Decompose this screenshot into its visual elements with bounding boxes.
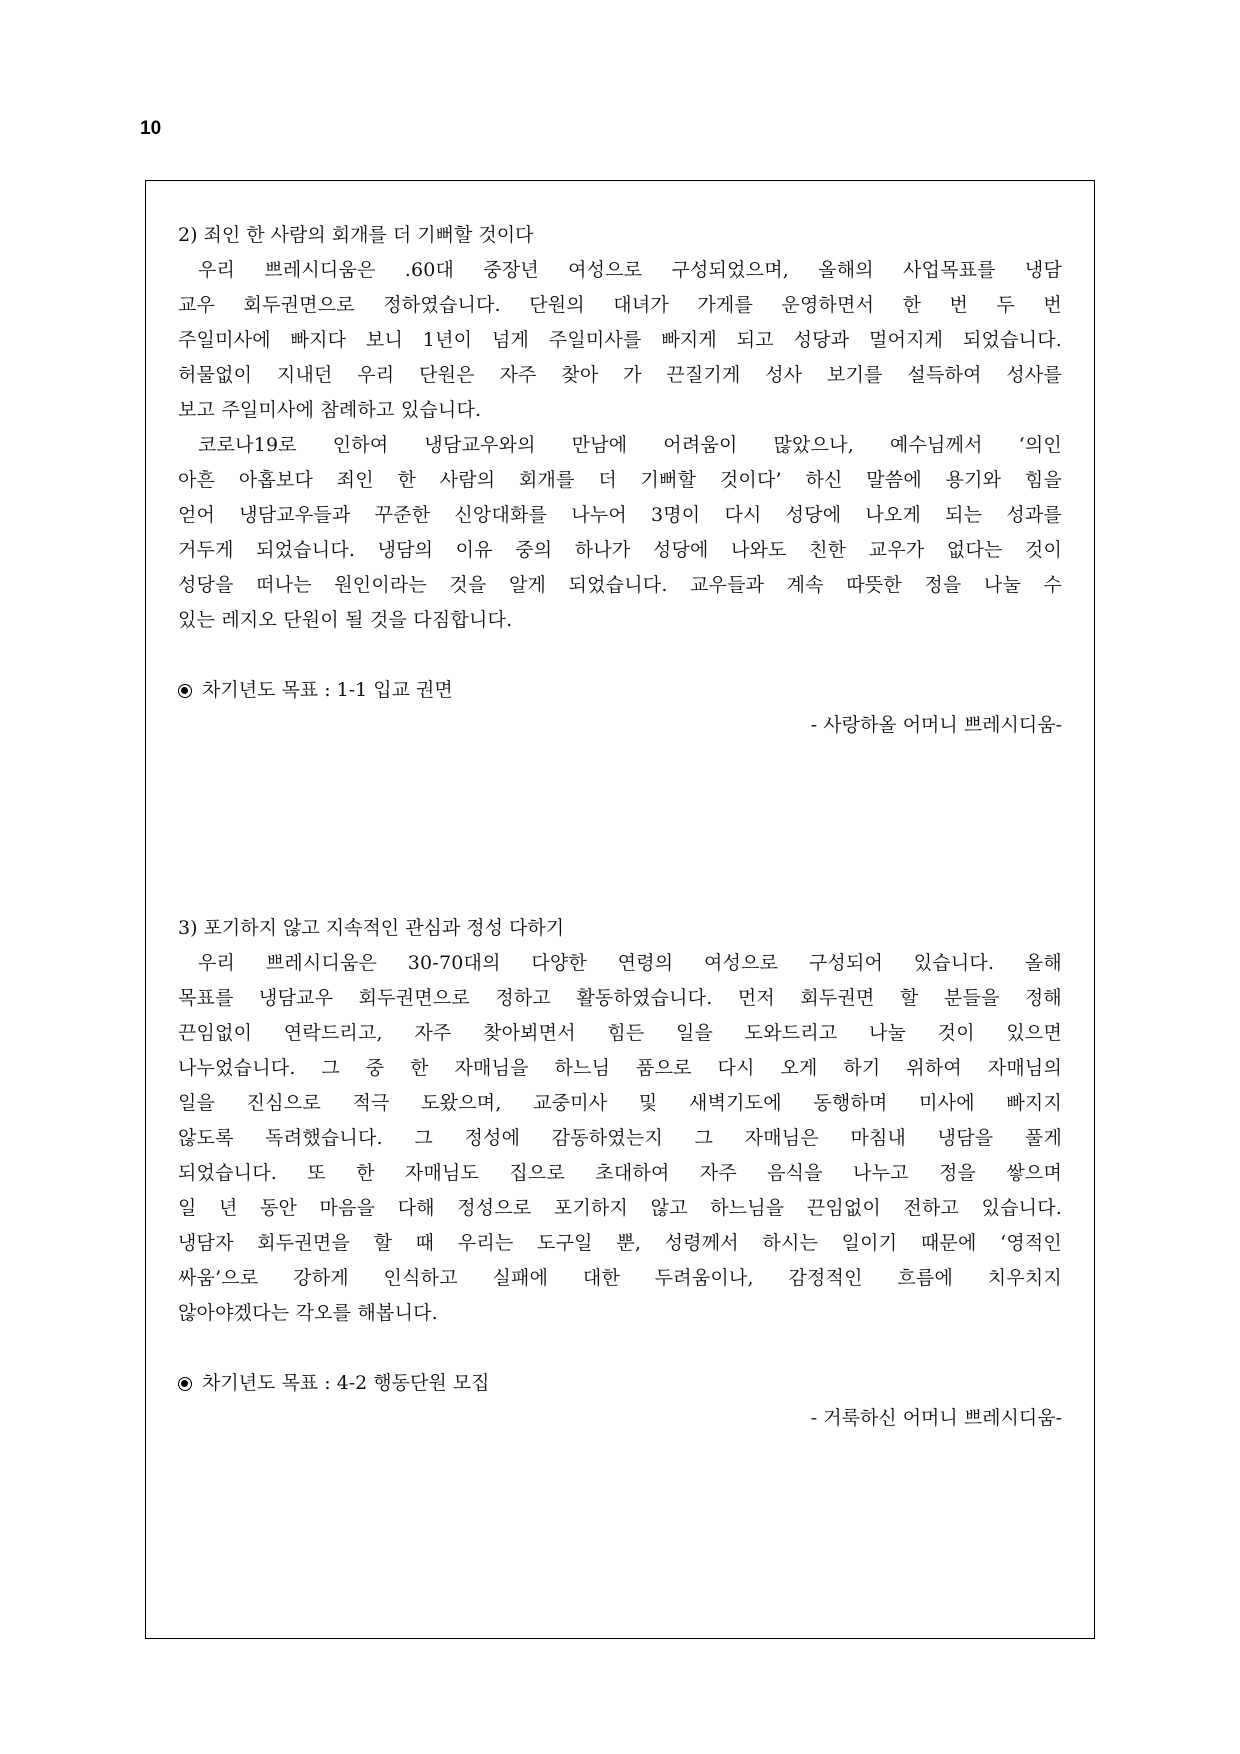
goal-label: 차기년도 목표 : 4-2 행동단원 모집 <box>202 1372 490 1394</box>
paragraph <box>178 253 1062 428</box>
paragraph-line: 거두게 되었습니다. 냉담의 이유 중의 하나가 성당에 나와도 친한 교우가 없다는 것이 <box>178 539 1062 561</box>
paragraph-line: 되었습니다. 또 한 자매님도 집으로 초대하여 자주 음식을 나누고 정을 쌓으며 <box>178 1162 1062 1184</box>
circle-bullet-icon <box>178 684 192 698</box>
section-persistence <box>178 911 1062 1436</box>
paragraph-line: 우리 쁘레시디움은 .60대 중장년 여성으로 구성되었으며, 올해의 사업목표를 냉담 <box>198 259 1062 281</box>
paragraph-line: 있는 레지오 단원이 될 것을 다짐합니다. <box>178 609 513 631</box>
signature: - 거룩하신 어머니 쁘레시디움- <box>810 1407 1062 1429</box>
paragraph-line: 않아야겠다는 각오를 해봅니다. <box>178 1302 438 1324</box>
paragraph-line: 냉담자 회두권면을 할 때 우리는 도구일 뿐, 성령께서 하시는 일이기 때문에 ‘영적인 <box>178 1232 1062 1254</box>
paragraph-line: 보고 주일미사에 참례하고 있습니다. <box>178 399 482 421</box>
paragraph-line: 싸움’으로 강하게 인식하고 실패에 대한 두려움이나, 감정적인 흐름에 치우치지 <box>178 1267 1062 1289</box>
signature: - 사랑하올 어머니 쁘레시디움- <box>810 714 1062 736</box>
paragraph-line: 주일미사에 빠지다 보니 1년이 넘게 주일미사를 빠지게 되고 성당과 멀어지게 되었습니다. <box>178 329 1062 351</box>
paragraph-line: 코로나19로 인하여 냉담교우와의 만남에 어려움이 많았으나, 예수님께서 ‘의인 <box>198 434 1062 456</box>
paragraph-line: 나누었습니다. 그 중 한 자매님을 하느님 품으로 다시 오게 하기 위하여 자매님의 <box>178 1057 1062 1079</box>
section-repentance <box>178 218 1062 743</box>
paragraph-line: 아흔 아홉보다 죄인 한 사람의 회개를 더 기뻐할 것이다’ 하신 말씀에 용기와 힘을 <box>178 469 1062 491</box>
goal-label: 차기년도 목표 : 1-1 입교 권면 <box>202 679 453 701</box>
paragraph-line: 일을 진심으로 적극 도왔으며, 교중미사 및 새벽기도에 동행하며 미사에 빠지지 <box>178 1092 1062 1114</box>
paragraph <box>178 428 1062 638</box>
paragraph-line: 우리 쁘레시디움은 30-70대의 다양한 연령의 여성으로 구성되어 있습니다. 올해 <box>198 952 1062 974</box>
paragraph-line: 일 년 동안 마음을 다해 정성으로 포기하지 않고 하느님을 끈임없이 전하고 있습니다. <box>178 1197 1062 1219</box>
paragraph-line: 끈임없이 연락드리고, 자주 찾아뵈면서 힘든 일을 도와드리고 나눌 것이 있으면 <box>178 1022 1062 1044</box>
content-frame <box>145 180 1095 1639</box>
paragraph-line: 않도록 독려했습니다. 그 정성에 감동하였는지 그 자매님은 마침내 냉담을 풀게 <box>178 1127 1062 1149</box>
paragraph <box>178 946 1062 1331</box>
paragraph-line: 얻어 냉담교우들과 꾸준한 신앙대화를 나누어 3명이 다시 성당에 나오게 되는 성과를 <box>178 504 1062 526</box>
paragraph-line: 목표를 냉담교우 회두권면으로 정하고 활동하였습니다. 먼저 회두권면 할 분들을 정해 <box>178 987 1062 1009</box>
section-heading: 2) 죄인 한 사람의 회개를 더 기뻐할 것이다 <box>178 224 534 246</box>
paragraph-line: 성당을 떠나는 원인이라는 것을 알게 되었습니다. 교우들과 계속 따뜻한 정을 나눌 수 <box>178 574 1062 596</box>
next-year-goal <box>178 1366 1062 1401</box>
page-number: 10 <box>140 118 162 139</box>
next-year-goal <box>178 673 1062 708</box>
section-heading: 3) 포기하지 않고 지속적인 관심과 정성 다하기 <box>178 917 565 939</box>
paragraph-line: 허물없이 지내던 우리 단원은 자주 찾아 가 끈질기게 성사 보기를 설득하여 성사를 <box>178 364 1062 386</box>
circle-bullet-icon <box>178 1377 192 1391</box>
paragraph-line: 교우 회두권면으로 정하였습니다. 단원의 대녀가 가게를 운영하면서 한 번 두 번 <box>178 294 1062 316</box>
